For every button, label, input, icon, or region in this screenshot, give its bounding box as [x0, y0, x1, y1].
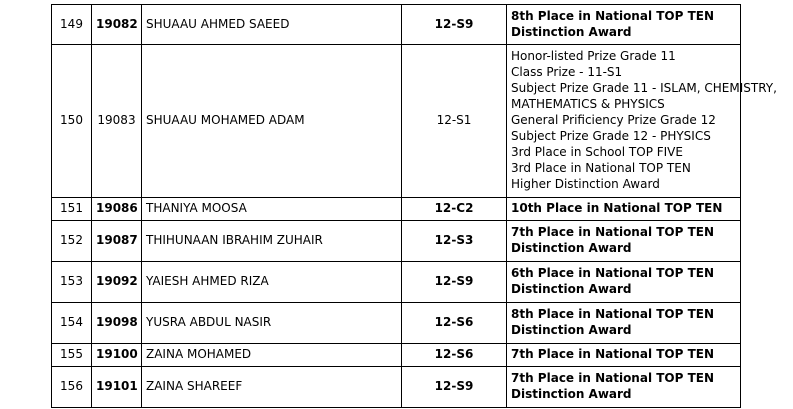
award-line: Honor-listed Prize Grade 11	[511, 49, 676, 64]
award-line: Distinction Award	[511, 24, 632, 39]
table-row	[52, 45, 741, 198]
awards-cell	[507, 367, 741, 408]
award-line: Subject Prize Grade 11 - ISLAM, CHEMISTRY,	[511, 81, 777, 96]
student-name: THANIYA MOOSA	[142, 198, 402, 221]
table-row	[52, 221, 741, 262]
awards-cell	[507, 303, 741, 344]
student-id: 19098	[92, 303, 142, 344]
award-line: 3rd Place in School TOP FIVE	[511, 144, 683, 159]
serial-number: 154	[52, 303, 92, 344]
student-name: ZAINA MOHAMED	[142, 344, 402, 367]
class-code: 12-C2	[402, 198, 507, 221]
award-line: 10th Place in National TOP TEN	[511, 201, 723, 216]
serial-number: 153	[52, 262, 92, 303]
class-code: 12-S9	[402, 5, 507, 45]
serial-number: 156	[52, 367, 92, 408]
student-id: 19087	[92, 221, 142, 262]
student-id: 19092	[92, 262, 142, 303]
serial-number: 155	[52, 344, 92, 367]
award-line: Higher Distinction Award	[511, 176, 660, 191]
table-row	[52, 262, 741, 303]
student-id: 19100	[92, 344, 142, 367]
student-name: ZAINA SHAREEF	[142, 367, 402, 408]
award-line: 7th Place in National TOP TEN	[511, 371, 715, 386]
award-line: Distinction Award	[511, 323, 632, 337]
awards-cell	[507, 45, 777, 198]
class-code: 12-S6	[402, 303, 507, 344]
serial-number: 151	[52, 198, 92, 221]
class-code: 12-S3	[402, 221, 507, 262]
awards-cell	[507, 221, 741, 262]
student-name: YUSRA ABDUL NASIR	[142, 303, 402, 344]
award-line: 6th Place in National TOP TEN	[511, 266, 715, 281]
awards-table	[51, 4, 777, 408]
award-line: Distinction Award	[511, 282, 632, 296]
award-line: Subject Prize Grade 12 - PHYSICS	[511, 128, 711, 143]
awards-cell	[507, 262, 741, 303]
award-line: General Prificiency Prize Grade 12	[511, 113, 716, 128]
awards-cell	[507, 198, 741, 221]
table-row	[52, 367, 741, 408]
student-id: 19083	[92, 45, 142, 198]
student-id: 19101	[92, 367, 142, 408]
award-line: 3rd Place in National TOP TEN	[511, 160, 691, 175]
awards-cell	[507, 344, 741, 367]
serial-number: 149	[52, 5, 92, 45]
student-name: YAIESH AHMED RIZA	[142, 262, 402, 303]
award-line: 8th Place in National TOP TEN	[511, 8, 715, 23]
table-row	[52, 303, 741, 344]
award-line: MATHEMATICS & PHYSICS	[511, 97, 665, 112]
class-code: 12-S9	[402, 262, 507, 303]
serial-number: 152	[52, 221, 92, 262]
student-id: 19086	[92, 198, 142, 221]
class-code: 12-S1	[402, 45, 507, 198]
award-line: 8th Place in National TOP TEN	[511, 307, 715, 322]
student-name: SHUAAU AHMED SAEED	[142, 5, 402, 45]
student-name: SHUAAU MOHAMED ADAM	[142, 45, 402, 198]
student-id: 19082	[92, 5, 142, 45]
student-name: THIHUNAAN IBRAHIM ZUHAIR	[142, 221, 402, 262]
award-line: 7th Place in National TOP TEN	[511, 347, 715, 362]
serial-number: 150	[52, 45, 92, 198]
award-line: Distinction Award	[511, 387, 632, 401]
class-code: 12-S6	[402, 344, 507, 367]
table-row	[52, 198, 741, 221]
awards-cell	[507, 5, 741, 45]
award-line: 7th Place in National TOP TEN	[511, 225, 715, 240]
award-line: Class Prize - 11-S1	[511, 65, 623, 80]
table-row	[52, 344, 741, 367]
table-row	[52, 5, 741, 45]
award-line: Distinction Award	[511, 241, 632, 255]
class-code: 12-S9	[402, 367, 507, 408]
